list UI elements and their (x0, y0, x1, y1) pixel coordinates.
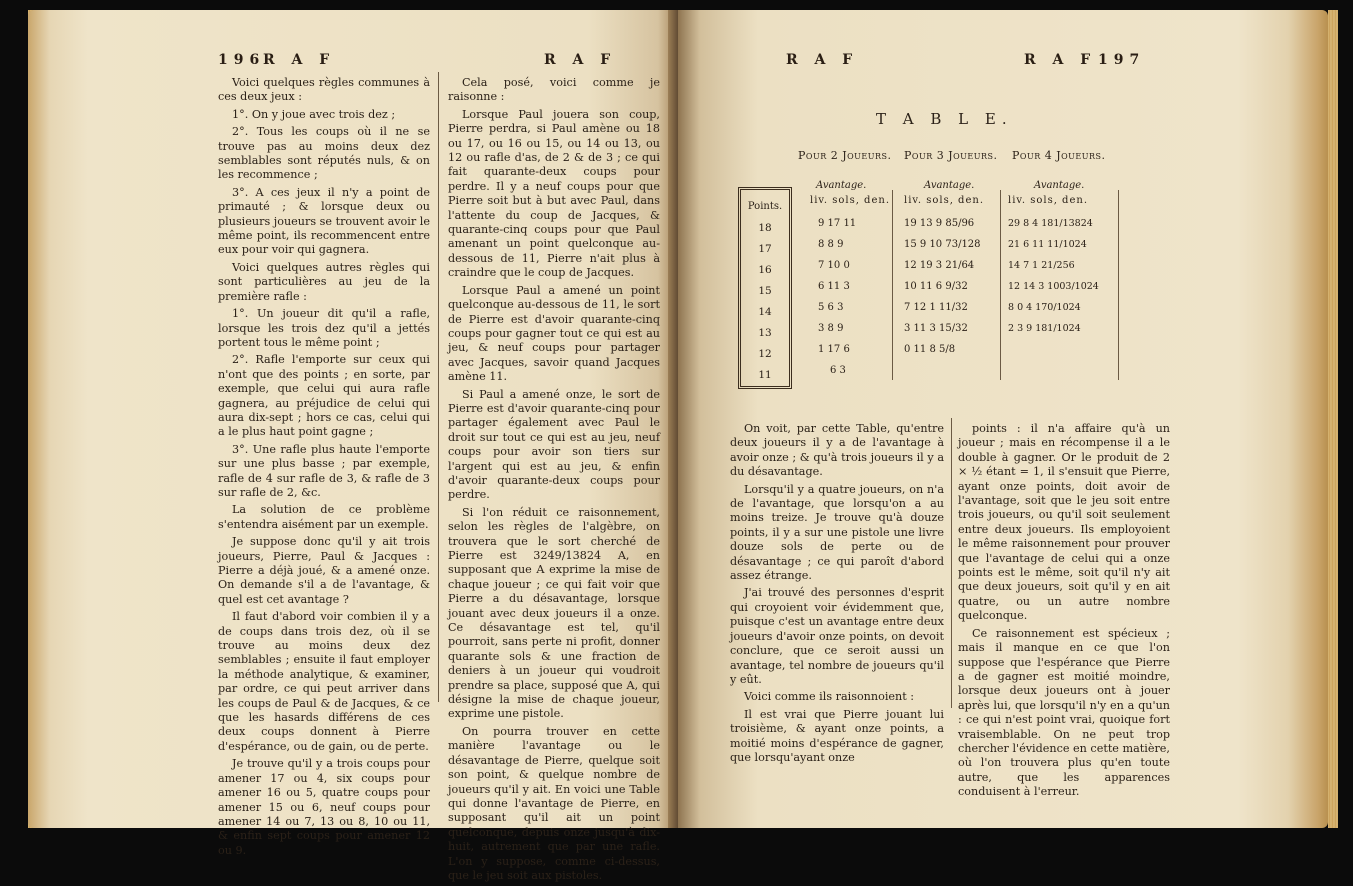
column-rule (438, 72, 439, 702)
right-page-edges (1328, 10, 1338, 828)
paragraph: Voici quelques règles communes à ces deux jeux : (218, 76, 430, 104)
table-column-rule (892, 190, 893, 380)
point-value: 16 (758, 264, 772, 276)
table-cell: 7 12 1 11/32 (904, 302, 968, 313)
table-cell: 3 11 3 15/32 (904, 323, 968, 334)
points-box (738, 187, 792, 389)
table-cell: 12 14 3 1003/1024 (1008, 281, 1099, 292)
table-cell: 9 17 11 (818, 218, 857, 229)
table-cell: 1 17 6 (818, 344, 850, 355)
table-cell: 19 13 9 85/96 (904, 218, 975, 229)
table-cell: 6 3 (830, 365, 846, 376)
paragraph: Lorsque Paul jouera son coup, Pierre perdra, si Paul amène ou 18 ou 17, ou 16 ou 15, ou 14 ou 13, ou 12 ou rafle d'as, de 2 & de 3 ; ce qui fait quarante-deux coups pour perdre. Il y a neuf coups pour que Pierre soit but à but avec Paul, dans l'attente du coup de Jacques, & quarante-cinq coups pour que Paul amenant un point quelconque au-dessous de 11, Pierre n'ait plus à craindre que le coup de Jacques. (448, 107, 660, 280)
paragraph: Si Paul a amené onze, le sort de Pierre est d'avoir quarante-cinq pour partager également avec Paul le droit sur tout ce qui est au jeu, neuf coups pour avoir son tiers sur l'argent qui est au jeu, & enfin d'avoir quarante-deux coups pour perdre. (448, 387, 660, 502)
table-cell: 15 9 10 73/128 (904, 239, 981, 250)
paragraph: 3°. Une rafle plus haute l'emporte sur une plus basse ; par exemple, rafle de 4 sur rafle de 3, & rafle de 3 sur rafle de 2, &c. (218, 442, 430, 499)
table-column-rule (1118, 190, 1119, 380)
units-label: liv. sols, den. (810, 195, 890, 206)
right-page (678, 10, 1328, 828)
table-group-title: Pour 2 Joueurs. (798, 149, 892, 162)
right-page-number: 197 (1098, 52, 1146, 68)
paragraph: On pourra trouver en cette manière l'avantage ou le désavantage de Pierre, quelque soit son point, & quelque nombre de joueurs qu'il y ait. En voici une Table qui donne l'avantage de Pierre, en supposant qu'il ait un point quelconque, depuis onze jusqu'à dix-huit, autrement que par une rafle. L'on y suppose, comme ci-dessus, que le jeu soit aux pistoles. (448, 724, 660, 882)
paragraph: Il faut d'abord voir combien il y a de coups dans trois dez, où il se trouve au moins deux dez semblables ; ensuite il faut employer la méthode analytique, & examiner, par ordre, ce qui peut arriver dans les coups de Paul & de Jacques, & ce que les hasards différens de ces deux coups donnent à Pierre d'espérance, ou de gain, ou de perte. (218, 610, 430, 753)
table-cell: 6 11 3 (818, 281, 850, 292)
table-cell: 5 6 3 (818, 302, 844, 313)
paragraph: On voit, par cette Table, qu'entre deux joueurs il y a de l'avantage à avoir onze ; & qu'à trois joueurs il y a du désavantage. (730, 422, 944, 479)
left-column-2 (448, 76, 660, 886)
paragraph: Ce raisonnement est spécieux ; mais il manque en ce que l'on suppose que l'espérance que Pierre a de gagner est moitié moindre, lorsque deux joueurs ont à jouer après lui, que lorsqu'il n'y en a qu'un : ce qui n'est point vrai, quoique fort vraisemblable. On ne peut trop chercher l'évidence en cette matière, où l'on trouvera plus qu'en toute autre, que les apparences conduisent à l'erreur. (958, 626, 1170, 799)
table-column-rule (1000, 190, 1001, 380)
point-value: 17 (758, 243, 772, 255)
open-book (28, 10, 1338, 882)
table-sub-label: Avantage. (816, 180, 867, 191)
table-group-title: Pour 3 Joueurs. (904, 149, 998, 162)
right-column-2 (958, 422, 1170, 803)
units-label: liv. sols, den. (1008, 195, 1088, 206)
paragraph: Je suppose donc qu'il y ait trois joueurs, Pierre, Paul & Jacques : Pierre a déjà joué, & a amené onze. On demande s'il a de l'avantage, & quel est cet avantage ? (218, 535, 430, 606)
table-sub-label: Avantage. (1034, 180, 1085, 191)
table-cell: 10 11 6 9/32 (904, 281, 968, 292)
point-value: 14 (758, 306, 772, 318)
units-label: liv. sols, den. (904, 195, 984, 206)
table-cell: 14 7 1 21/256 (1008, 260, 1075, 271)
column-rule (951, 418, 952, 708)
paragraph: 1°. Un joueur dit qu'il a rafle, lorsque les trois dez qu'il a jettés portent tous le même point ; (218, 307, 430, 349)
paragraph: 3°. A ces jeux il n'y a point de primauté ; & lorsque deux ou plusieurs joueurs se trouvent avoir le même point, ils recommencent entre eux pour voir qui gagnera. (218, 185, 430, 257)
left-page-number: 196 (218, 52, 266, 68)
table-cell: 21 6 11 11/1024 (1008, 239, 1087, 250)
table-cell: 2 3 9 181/1024 (1008, 323, 1081, 334)
paragraph: Lorsqu'il y a quatre joueurs, on n'a de l'avantage, que lorsqu'on a au moins treize. Je trouve qu'à douze points, il y a sur une pistole une livre douze sols de perte ou de désavantage ; ce qui paroît d'abord assez étrange. (730, 482, 944, 583)
paragraph: points : il n'a affaire qu'à un joueur ; mais en récompense il a le double à gagner. Or le produit de 2 × ½ étant = 1, il s'ensuit que Pierre, ayant onze points, doit avoir de l'avantage, soit que le jeu soit entre trois joueurs, ou qu'il soit seulement entre deux joueurs. Ils employoient le même raisonnement pour prouver que l'avantage de celui qui a onze points est le même, soit qu'il n'y ait que deux joueurs, soit qu'il y en ait quatre, ou un autre nombre quelconque. (958, 422, 1170, 623)
point-value: 18 (758, 222, 772, 234)
table-sub-label: Avantage. (924, 180, 975, 191)
paragraph: La solution de ce problème s'entendra aisément par un exemple. (218, 503, 430, 531)
table-cell: 3 8 9 (818, 323, 844, 334)
paragraph: J'ai trouvé des personnes d'esprit qui croyoient voir évidemment que, puisque c'est un avantage entre deux joueurs d'avoir onze points, on devoit conclure, que ce seroit aussi un avantage, tel nombre de joueurs qu'il y eût. (730, 586, 944, 686)
table-group-title: Pour 4 Joueurs. (1012, 149, 1106, 162)
paragraph: 1°. On y joue avec trois dez ; (232, 107, 396, 121)
point-value: 12 (758, 348, 772, 360)
table-title: T A B L E. (876, 110, 1013, 128)
paragraph: Lorsque Paul a amené un point quelconque au-dessous de 11, le sort de Pierre est d'avoir quarante-cinq coups pour gagner tout ce qui est au jeu, & neuf coups pour partager avec Jacques, savoir quand Jacques amène 11. (448, 283, 660, 384)
table-cell: 8 0 4 170/1024 (1008, 302, 1081, 313)
point-value: 15 (758, 285, 772, 297)
left-column-1 (218, 76, 430, 861)
point-value: 11 (758, 369, 772, 381)
point-value: 13 (758, 327, 772, 339)
left-header-2: R A F (544, 52, 617, 68)
right-column-1 (730, 422, 944, 768)
table-cell: 0 11 8 5/8 (904, 344, 956, 355)
points-header: Points. (747, 201, 783, 212)
paragraph: Voici quelques autres règles qui sont particulières au jeu de la première rafle : (218, 260, 430, 303)
paragraph: Je trouve qu'il y a trois coups pour amener 17 ou 4, six coups pour amener 16 ou 5, quatre coups pour amener 15 ou 6, neuf coups pour amener 14 ou 7, 13 ou 8, 10 ou 11, & enfin sept coups pour amener 12 ou 9. (218, 757, 430, 857)
paragraph: Cela posé, voici comme je raisonne : (448, 76, 660, 104)
paragraph: 2°. Tous les coups où il ne se trouve pas au moins deux dez semblables sont réputés nuls, & on les recommence ; (218, 125, 430, 182)
left-page (28, 10, 676, 882)
right-header-2: R A F (1024, 52, 1097, 68)
table-cell: 7 10 0 (818, 260, 850, 271)
left-header-1: R A F (263, 52, 336, 68)
paragraph: 2°. Rafle l'emporte sur ceux qui n'ont que des points ; en sorte, par exemple, que celui qui aura rafle gagnera, au préjudice de celui qui aura dix-sept ; hors ce cas, celui qui a le plus haut point gagne ; (218, 353, 430, 439)
table-cell: 8 8 9 (818, 239, 844, 250)
paragraph: Voici comme ils raisonnoient : (744, 690, 915, 704)
paragraph: Il est vrai que Pierre jouant lui troisième, & ayant onze points, a moitié moins d'espérance de gagner, que lorsqu'ayant onze (730, 707, 944, 764)
table-cell: 12 19 3 21/64 (904, 260, 975, 271)
paragraph: Si l'on réduit ce raisonnement, selon les règles de l'algèbre, on trouvera que le sort cherché de Pierre est 3249/13824 A, en supposant que A exprime la mise de chaque joueur ; ce qui fait voir que Pierre a du désavantage, lorsque jouant avec deux joueurs il a onze. Ce désavantage est tel, qu'il pourroit, sans perte ni profit, donner quarante sols & une fraction de deniers à un joueur qui voudroit prendre sa place, supposé que A, qui désigne la mise de chaque joueur, exprime une pistole. (448, 505, 660, 721)
table-cell: 29 8 4 181/13824 (1008, 218, 1093, 229)
right-header-1: R A F (786, 52, 859, 68)
